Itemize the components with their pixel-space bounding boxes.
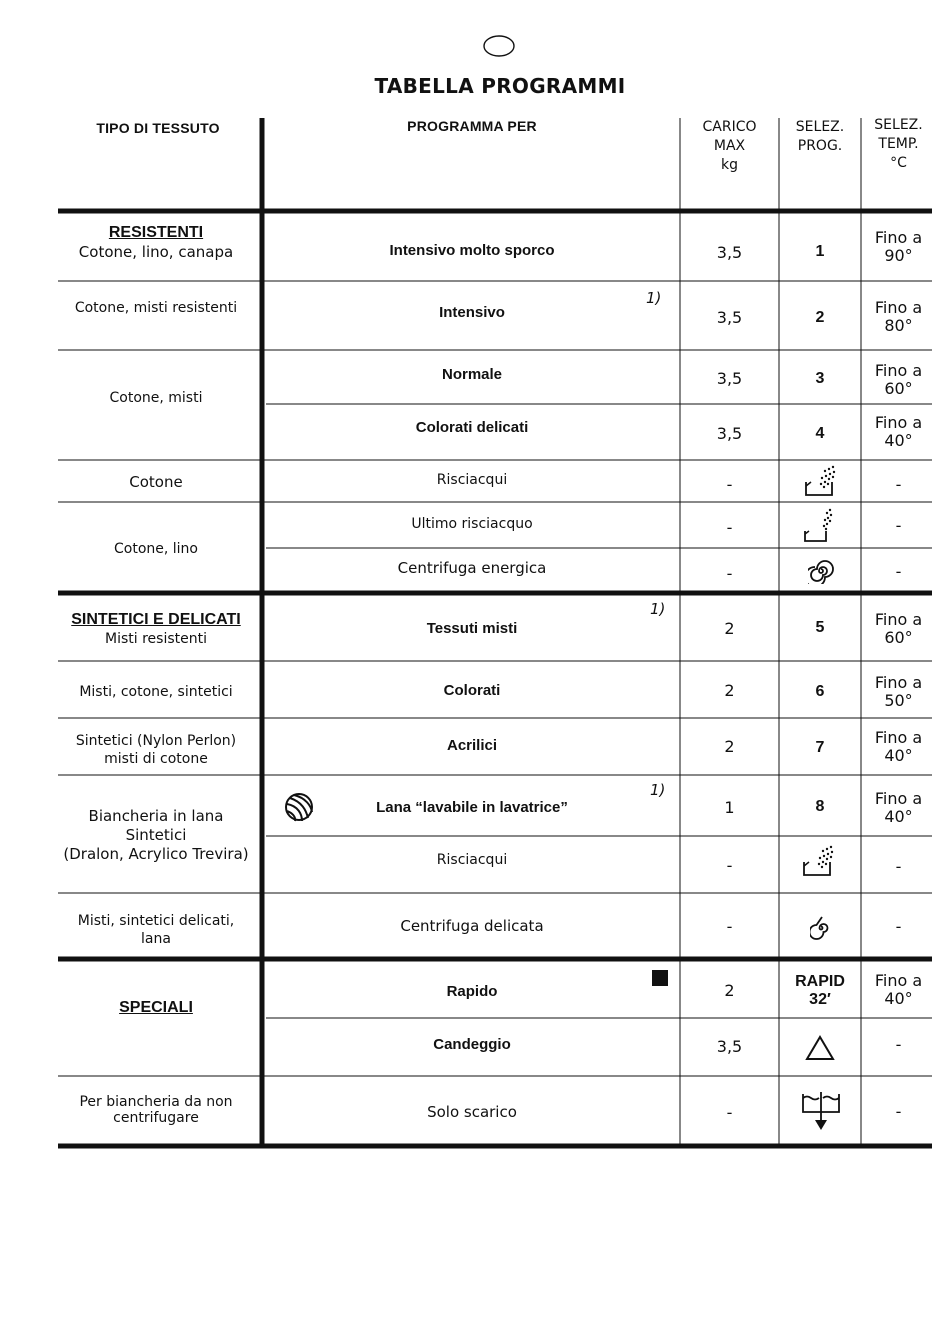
last-rinse-icon xyxy=(802,507,836,543)
selprog-r1: 1 xyxy=(815,243,825,260)
fabric-f1: Cotone, lino, canapa xyxy=(78,243,234,261)
temp-r9: Fino a 50° xyxy=(874,673,923,710)
program-p2: Intensivo xyxy=(439,304,505,321)
footnote-p2: 1) xyxy=(646,289,662,307)
page-title: TABELLA PROGRAMMI xyxy=(374,74,626,98)
fabric-f9: Biancheria in lana Sintetici (Dralon, Acrylico Trevira) xyxy=(63,807,249,863)
program-p5: Risciacqui xyxy=(436,472,508,488)
temp-r12: - xyxy=(895,857,902,876)
fabric-f6: Misti resistenti xyxy=(105,631,207,647)
footnote-p11: 1) xyxy=(650,781,666,799)
load-r16: - xyxy=(726,1103,733,1122)
wool-skein-icon xyxy=(282,790,316,824)
selprog-r2: 2 xyxy=(815,309,825,326)
load-r5: - xyxy=(726,475,733,494)
load-r10: 2 xyxy=(724,737,735,756)
fabric-f3: Cotone, misti xyxy=(109,390,203,406)
program-p7: Centrifuga energica xyxy=(397,559,547,577)
selprog-r10: 7 xyxy=(815,739,825,756)
program-p12: Risciacqui xyxy=(436,852,508,868)
program-p3: Normale xyxy=(441,366,503,383)
section-resistenti: RESISTENTI xyxy=(108,224,204,241)
program-p11: Lana “lavabile in lavatrice” xyxy=(376,799,568,816)
rapid-button-square-icon xyxy=(652,970,668,986)
temp-r8: Fino a 60° xyxy=(874,610,923,647)
program-p13: Centrifuga delicata xyxy=(400,917,544,935)
fabric-f8: Sintetici (Nylon Perlon) misti di cotone xyxy=(75,733,237,767)
program-p9: Colorati xyxy=(443,682,501,699)
spin-strong-icon xyxy=(808,558,834,584)
selprog-r4: 4 xyxy=(815,425,825,442)
program-p6: Ultimo risciacquo xyxy=(411,516,533,532)
header-load: CARICO MAX kg xyxy=(702,119,757,173)
program-p14: Rapido xyxy=(446,983,498,1000)
program-p8: Tessuti misti xyxy=(426,620,518,637)
program-p16: Solo scarico xyxy=(427,1103,517,1121)
header-program: PROGRAMMA PER xyxy=(407,118,537,134)
program-p1: Intensivo molto sporco xyxy=(389,242,555,259)
load-r7: - xyxy=(726,564,733,583)
temp-r5: - xyxy=(895,475,902,494)
selprog-r9: 6 xyxy=(815,683,825,700)
header-selprog: SELEZ. PROG. xyxy=(795,119,845,154)
load-r13: - xyxy=(726,917,733,936)
load-r2: 3,5 xyxy=(716,308,743,327)
section-speciali: SPECIALI xyxy=(119,999,193,1016)
load-r9: 2 xyxy=(724,681,735,700)
section-sintetici: SINTETICI E DELICATI xyxy=(71,611,241,628)
temp-r10: Fino a 40° xyxy=(874,728,923,765)
fabric-f4: Cotone xyxy=(129,473,183,491)
temp-r6: - xyxy=(895,516,902,535)
load-r3: 3,5 xyxy=(716,369,743,388)
load-r11: 1 xyxy=(724,798,735,817)
load-r8: 2 xyxy=(724,619,735,638)
temp-r2: Fino a 80° xyxy=(874,298,923,335)
rinse-icon xyxy=(803,464,837,498)
selprog-r11: 8 xyxy=(815,798,825,815)
spin-gentle-icon xyxy=(810,914,832,940)
fabric-f5: Cotone, lino xyxy=(114,541,198,557)
header-fabric: TIPO DI TESSUTO xyxy=(96,120,220,136)
fabric-f2: Cotone, misti resistenti xyxy=(74,300,238,316)
temp-r15: - xyxy=(895,1035,902,1054)
temp-r7: - xyxy=(895,562,902,581)
load-r6: - xyxy=(726,518,733,537)
drain-icon xyxy=(799,1088,843,1134)
selprog-r8: 5 xyxy=(815,619,825,636)
temp-r1: Fino a 90° xyxy=(874,228,923,265)
load-r15: 3,5 xyxy=(716,1037,743,1056)
selprog-r3: 3 xyxy=(815,370,825,387)
temp-r3: Fino a 60° xyxy=(874,361,923,398)
bleach-triangle-icon xyxy=(805,1034,835,1062)
temp-r13: - xyxy=(895,917,902,936)
load-r14: 2 xyxy=(724,981,735,1000)
header-seltemp: SELEZ. TEMP. °C xyxy=(874,117,923,171)
program-p10: Acrilici xyxy=(446,737,498,754)
footnote-p8: 1) xyxy=(650,600,666,618)
temp-r14: Fino a 40° xyxy=(874,971,923,1008)
fabric-f10: Misti, sintetici delicati, lana xyxy=(77,913,235,947)
fabric-f11: Per biancheria da non centrifugare xyxy=(79,1094,233,1126)
load-r1: 3,5 xyxy=(716,243,743,262)
temp-r16: - xyxy=(895,1102,902,1121)
selprog-r14: RAPID 32′ xyxy=(795,973,845,1008)
temp-r4: Fino a 40° xyxy=(874,413,923,450)
temp-r11: Fino a 40° xyxy=(874,789,923,826)
load-r12: - xyxy=(726,856,733,875)
rinse-icon-2 xyxy=(801,844,835,878)
program-p4: Colorati delicati xyxy=(415,419,529,436)
load-r4: 3,5 xyxy=(716,424,743,443)
fabric-f7: Misti, cotone, sintetici xyxy=(79,684,233,700)
program-p15: Candeggio xyxy=(433,1036,511,1053)
